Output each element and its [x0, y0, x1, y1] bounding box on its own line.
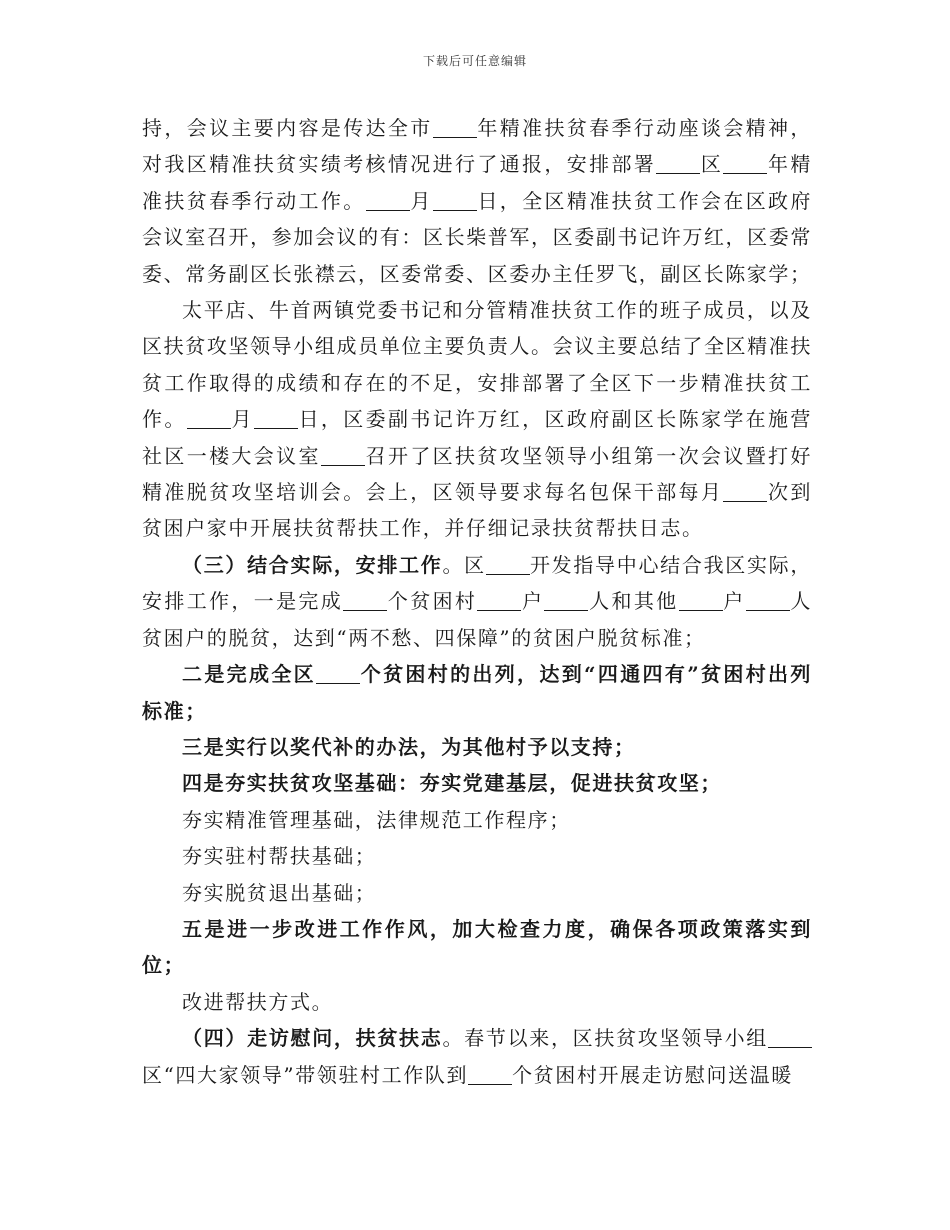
paragraph: [142, 765, 812, 801]
fill-in-blank: [723, 153, 767, 174]
text-run: 太平店、牛首两镇党委书记和分管精准扶贫工作的班子成员，以及区扶贫攻坚领导小组成员单位主要负责人。会议主要总结了全区精准扶贫工作取得的成绩和存在的不足，安排部署了全区下一步精准扶贫工作。: [142, 298, 812, 432]
text-run: 人贫困户的脱贫，达到“两不愁、四保障”的贫困户脱贫标准；: [142, 589, 812, 650]
text-run: 二是完成全区: [182, 662, 316, 687]
paragraph: [142, 292, 812, 547]
fill-in-blank: [768, 1027, 812, 1048]
text-run: 夯实脱贫退出基础；: [182, 880, 377, 905]
text-run: 月: [230, 407, 254, 432]
fill-in-blank: [321, 445, 365, 466]
fill-in-blank: [477, 590, 521, 611]
fill-in-blank: [746, 590, 790, 611]
paragraph: [142, 838, 812, 874]
text-run: 户: [521, 589, 545, 614]
text-run: 日，全区精准扶贫工作会在区政府会议室召开，参加会议的有：区长柴普军，区委副书记许万红，区委常委、常务副区长张襟云，区委常委、区委办主任罗飞，副区长陈家学；: [142, 188, 813, 286]
fill-in-blank: [254, 408, 298, 429]
text-run: 次到贫困户家中开展扶贫帮扶工作，并仔细记录扶贫帮扶日志。: [142, 480, 812, 541]
text-run: 夯实精准管理基础，法律规范工作程序；: [182, 807, 571, 832]
fill-in-blank: [433, 190, 477, 211]
fill-in-blank: [679, 590, 723, 611]
text-run: 三是实行以奖代补的办法，为其他村予以支持；: [182, 734, 636, 759]
page-header: 下载后可任意编辑: [422, 54, 527, 68]
text-run: 个贫困村的出列，达到“四通四有”贫困村出列标准；: [142, 662, 812, 723]
text-run: 五是进一步改进工作作风，加大检查力度，确保各项政策落实到位；: [142, 916, 812, 978]
document-body: [142, 110, 812, 1093]
text-run: 年精准扶贫春季行动座谈会精神，对我区精准扶贫实绩考核情况进行了通报，安排部署: [142, 116, 812, 177]
text-run: 日，区委副书记许万红，区政府副区长陈家学在施营社区一楼大会议室: [142, 407, 812, 468]
fill-in-blank: [343, 590, 387, 611]
text-run: 月: [409, 188, 433, 213]
text-run: 。春节以来，区扶贫攻坚领导小组: [442, 1026, 769, 1051]
text-run: 户: [722, 589, 746, 614]
fill-in-blank: [187, 408, 231, 429]
text-run: 。区: [442, 552, 486, 577]
fill-in-blank: [486, 554, 530, 575]
text-run: 夯实驻村帮扶基础；: [182, 844, 377, 869]
text-run: 区: [700, 152, 724, 177]
paragraph: [142, 911, 812, 984]
section-heading: （四）走访慰问，扶贫扶志: [182, 1026, 443, 1051]
text-run: 四是夯实扶贫攻坚基础：夯实党建基层，促进扶贫攻坚；: [182, 771, 722, 796]
fill-in-blank: [544, 590, 588, 611]
paragraph: [142, 1020, 812, 1093]
paragraph: [142, 110, 812, 292]
fill-in-blank: [366, 190, 410, 211]
paragraph: [142, 547, 812, 656]
paragraph: [142, 984, 812, 1020]
text-run: 区“四大家领导”带领驻村工作队到: [142, 1062, 469, 1087]
paragraph: [142, 875, 812, 911]
text-run: 开发指导中心结合我区实际，安排工作，一是完成: [142, 552, 812, 614]
text-run: 召开了区扶贫攻坚领导小组第一次会议暨打好精准脱贫攻坚培训会。会上，区领导要求每名包保干部每月: [142, 443, 812, 505]
fill-in-blank: [316, 663, 360, 684]
section-heading: （三）结合实际，安排工作: [182, 552, 443, 577]
fill-in-blank: [468, 1064, 512, 1085]
text-run: 人和其他: [588, 589, 679, 614]
text-run: 个贫困村: [387, 589, 478, 614]
paragraph: [142, 729, 812, 765]
text-run: 持，会议主要内容是传达全市: [142, 116, 433, 140]
fill-in-blank: [433, 117, 477, 138]
text-run: 个贫困村开展走访慰问送温暖: [512, 1062, 793, 1087]
text-run: 改进帮扶方式。: [182, 989, 334, 1014]
fill-in-blank: [656, 153, 700, 174]
fill-in-blank: [723, 481, 767, 502]
text-run: 年精准扶贫春季行动工作。: [142, 152, 812, 213]
paragraph: [142, 802, 812, 838]
paragraph: [142, 656, 812, 729]
